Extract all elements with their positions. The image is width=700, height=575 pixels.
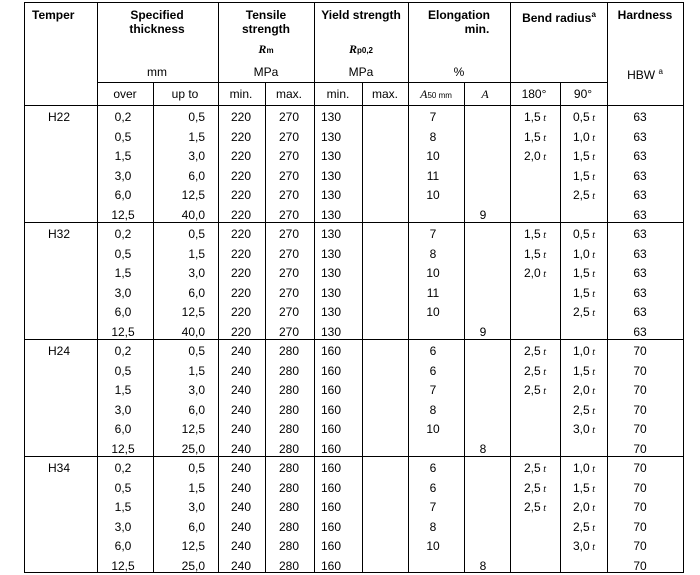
cell-b180: 1,5 t	[524, 227, 546, 241]
header-tensile-line1: Tensile	[245, 8, 287, 22]
cell-ymin: 130	[321, 227, 342, 241]
cell-upto: 3,0	[188, 500, 205, 514]
cell-tmin: 220	[230, 227, 252, 241]
cell-over: 6,0	[114, 539, 132, 553]
header-specified-line1: Specified	[130, 8, 184, 22]
cell-over: 0,2	[114, 461, 132, 475]
cell-a50: 10	[426, 149, 440, 163]
cell-hbw: 70	[633, 383, 647, 397]
cell-a50: 6	[429, 364, 437, 378]
cell-a50: 6	[429, 461, 437, 475]
temper-label: H22	[48, 110, 71, 124]
cell-over: 12,5	[111, 325, 135, 339]
cell-hbw: 63	[633, 227, 647, 241]
cell-hbw: 63	[633, 188, 647, 202]
header-yield: Yield strength	[321, 8, 401, 22]
cell-hbw: 63	[633, 110, 647, 124]
cell-hbw: 63	[633, 286, 647, 300]
col-tensile-min: min.	[229, 87, 253, 101]
cell-over: 0,5	[114, 364, 132, 378]
tensile-symbol: Rm	[258, 42, 274, 56]
cell-ymin: 160	[321, 364, 342, 378]
cell-tmax: 280	[278, 500, 300, 514]
cell-hbw: 63	[633, 325, 647, 339]
cell-over: 3,0	[114, 403, 132, 417]
cell-ymin: 130	[321, 169, 342, 183]
grid-line	[218, 2, 219, 573]
cell-upto: 3,0	[188, 266, 205, 280]
cell-over: 0,5	[114, 481, 132, 495]
cell-tmax: 270	[278, 188, 300, 202]
cell-a50: 6	[429, 481, 437, 495]
cell-b90: 1,0 t	[573, 130, 595, 144]
col-bend-180: 180°	[521, 87, 547, 101]
grid-line	[607, 2, 608, 573]
cell-ymin: 130	[321, 305, 342, 319]
cell-upto: 1,5	[188, 364, 205, 378]
cell-over: 6,0	[114, 305, 132, 319]
grid-line	[464, 82, 465, 573]
cell-over: 1,5	[114, 266, 132, 280]
cell-upto: 6,0	[188, 169, 205, 183]
cell-a: 8	[479, 442, 487, 456]
cell-b90: 1,5 t	[573, 149, 595, 163]
cell-hbw: 63	[633, 130, 647, 144]
cell-b90: 2,0 t	[573, 383, 595, 397]
cell-upto: 0,5	[188, 227, 205, 241]
cell-b90: 1,0 t	[573, 247, 595, 261]
cell-tmax: 270	[278, 208, 300, 222]
grid-line	[24, 456, 684, 457]
cell-tmin: 240	[230, 481, 252, 495]
cell-upto: 12,5	[181, 539, 205, 553]
cell-ymin: 160	[321, 442, 342, 456]
cell-hbw: 70	[633, 364, 647, 378]
cell-upto: 3,0	[188, 149, 205, 163]
cell-b90: 1,5 t	[573, 481, 595, 495]
cell-b180: 2,5 t	[524, 461, 546, 475]
yield-symbol: Rp0,2	[348, 42, 374, 56]
cell-tmax: 270	[278, 227, 300, 241]
cell-b90: 1,5 t	[573, 364, 595, 378]
cell-tmin: 220	[230, 169, 252, 183]
cell-ymin: 130	[321, 130, 342, 144]
grid-line	[97, 2, 98, 573]
cell-tmax: 280	[278, 344, 300, 358]
cell-b180: 2,0 t	[524, 149, 546, 163]
cell-tmin: 220	[230, 188, 252, 202]
temper-label: H32	[48, 227, 71, 241]
cell-tmax: 270	[278, 305, 300, 319]
cell-b180: 1,5 t	[524, 247, 546, 261]
cell-tmax: 280	[278, 539, 300, 553]
cell-b90: 3,0 t	[573, 539, 595, 553]
cell-hbw: 63	[633, 169, 647, 183]
cell-over: 1,5	[114, 383, 132, 397]
cell-tmin: 240	[230, 442, 252, 456]
cell-a50: 10	[426, 539, 440, 553]
cell-tmin: 240	[230, 461, 252, 475]
header-elongation-line2: min.	[464, 22, 490, 36]
cell-tmax: 270	[278, 247, 300, 261]
col-a: A	[481, 87, 489, 101]
cell-hbw: 70	[633, 422, 647, 436]
cell-upto: 25,0	[181, 559, 205, 573]
cell-a50: 7	[429, 500, 437, 514]
grid-line	[24, 2, 25, 573]
cell-b90: 1,5 t	[573, 286, 595, 300]
cell-tmin: 240	[230, 403, 252, 417]
cell-tmax: 270	[278, 110, 300, 124]
col-over: over	[113, 87, 137, 101]
cell-tmax: 280	[278, 461, 300, 475]
cell-upto: 6,0	[188, 403, 205, 417]
cell-over: 0,2	[114, 227, 132, 241]
cell-b180: 2,5 t	[524, 364, 546, 378]
cell-tmax: 280	[278, 481, 300, 495]
cell-over: 12,5	[111, 559, 135, 573]
cell-b90: 2,0 t	[573, 500, 595, 514]
col-yield-max: max.	[371, 87, 399, 101]
cell-tmax: 280	[278, 520, 300, 534]
cell-hbw: 70	[633, 344, 647, 358]
cell-b90: 1,0 t	[573, 344, 595, 358]
grid-line	[97, 82, 607, 83]
cell-ymin: 160	[321, 403, 342, 417]
cell-a50: 7	[429, 110, 437, 124]
cell-hbw: 70	[633, 500, 647, 514]
cell-hbw: 70	[633, 481, 647, 495]
cell-b180: 2,5 t	[524, 344, 546, 358]
cell-ymin: 160	[321, 344, 342, 358]
cell-over: 3,0	[114, 169, 132, 183]
col-yield-min: min.	[326, 87, 350, 101]
cell-b90: 0,5 t	[573, 110, 595, 124]
cell-tmin: 240	[230, 422, 252, 436]
cell-hbw: 63	[633, 305, 647, 319]
temper-label: H24	[48, 344, 71, 358]
col-bend-90: 90°	[573, 87, 593, 101]
cell-b90: 1,5 t	[573, 169, 595, 183]
cell-upto: 6,0	[188, 520, 205, 534]
cell-a50: 11	[426, 286, 440, 300]
cell-over: 1,5	[114, 149, 132, 163]
cell-upto: 1,5	[188, 130, 205, 144]
cell-a: 9	[479, 208, 487, 222]
cell-upto: 1,5	[188, 481, 205, 495]
cell-tmin: 240	[230, 364, 252, 378]
cell-b90: 0,5 t	[573, 227, 595, 241]
unit-mpa-yield: MPa	[348, 65, 374, 79]
unit-mm: mm	[147, 65, 167, 79]
cell-tmax: 270	[278, 325, 300, 339]
cell-upto: 3,0	[188, 383, 205, 397]
grid-line	[24, 339, 684, 340]
cell-tmin: 220	[230, 305, 252, 319]
cell-b90: 1,0 t	[573, 461, 595, 475]
col-up-to: up to	[171, 87, 199, 101]
cell-a50: 6	[429, 344, 437, 358]
cell-upto: 6,0	[188, 286, 205, 300]
cell-tmax: 280	[278, 364, 300, 378]
cell-ymin: 130	[321, 286, 342, 300]
cell-hbw: 70	[633, 461, 647, 475]
cell-tmax: 270	[278, 169, 300, 183]
cell-over: 1,5	[114, 500, 132, 514]
grid-line	[510, 2, 511, 573]
cell-upto: 0,5	[188, 110, 205, 124]
cell-ymin: 130	[321, 149, 342, 163]
cell-hbw: 63	[633, 266, 647, 280]
grid-line	[24, 2, 684, 3]
grid-line	[362, 82, 363, 573]
cell-hbw: 70	[633, 403, 647, 417]
grid-line	[408, 2, 409, 573]
header-elongation-line1: Elongation	[428, 8, 490, 22]
cell-over: 3,0	[114, 286, 132, 300]
cell-ymin: 160	[321, 559, 342, 573]
cell-tmin: 220	[230, 149, 252, 163]
cell-a50: 8	[429, 247, 437, 261]
cell-tmax: 270	[278, 149, 300, 163]
grid-line	[24, 105, 684, 106]
cell-hbw: 70	[633, 520, 647, 534]
cell-tmin: 240	[230, 383, 252, 397]
cell-tmin: 240	[230, 500, 252, 514]
cell-b180: 2,5 t	[524, 500, 546, 514]
cell-tmin: 220	[230, 110, 252, 124]
cell-b90: 3,0 t	[573, 422, 595, 436]
cell-upto: 12,5	[181, 188, 205, 202]
cell-upto: 12,5	[181, 422, 205, 436]
cell-a50: 8	[429, 520, 437, 534]
cell-tmin: 240	[230, 520, 252, 534]
cell-upto: 0,5	[188, 461, 205, 475]
cell-a: 8	[479, 559, 487, 573]
cell-a50: 7	[429, 227, 437, 241]
grid-line	[683, 2, 684, 573]
cell-a50: 11	[426, 169, 440, 183]
unit-mpa-tensile: MPa	[253, 65, 279, 79]
cell-upto: 40,0	[181, 325, 205, 339]
cell-upto: 0,5	[188, 344, 205, 358]
cell-ymin: 130	[321, 208, 342, 222]
cell-upto: 1,5	[188, 247, 205, 261]
cell-tmax: 280	[278, 383, 300, 397]
cell-over: 12,5	[111, 442, 135, 456]
cell-over: 6,0	[114, 188, 132, 202]
grid-line	[265, 82, 266, 573]
cell-tmin: 220	[230, 266, 252, 280]
cell-a50: 8	[429, 130, 437, 144]
cell-tmax: 270	[278, 286, 300, 300]
cell-tmax: 280	[278, 442, 300, 456]
cell-over: 0,5	[114, 130, 132, 144]
cell-ymin: 160	[321, 481, 342, 495]
cell-over: 0,5	[114, 247, 132, 261]
cell-ymin: 160	[321, 500, 342, 514]
cell-b180: 2,5 t	[524, 481, 546, 495]
cell-ymin: 160	[321, 520, 342, 534]
cell-a50: 8	[429, 403, 437, 417]
cell-upto: 12,5	[181, 305, 205, 319]
cell-ymin: 160	[321, 422, 342, 436]
cell-hbw: 63	[633, 208, 647, 222]
grid-line	[24, 222, 684, 223]
cell-b180: 1,5 t	[524, 130, 546, 144]
header-tensile-line2: strength	[242, 22, 290, 36]
cell-tmin: 240	[230, 559, 252, 573]
cell-b180: 2,5 t	[524, 383, 546, 397]
cell-hbw: 70	[633, 539, 647, 553]
cell-ymin: 130	[321, 110, 342, 124]
grid-line	[560, 82, 561, 573]
cell-b180: 1,5 t	[524, 110, 546, 124]
cell-tmin: 220	[230, 286, 252, 300]
cell-tmin: 220	[230, 247, 252, 261]
cell-b90: 2,5 t	[573, 520, 595, 534]
cell-tmax: 270	[278, 130, 300, 144]
col-tensile-max: max.	[275, 87, 303, 101]
cell-hbw: 63	[633, 149, 647, 163]
cell-tmin: 240	[230, 539, 252, 553]
cell-over: 6,0	[114, 422, 132, 436]
cell-tmin: 220	[230, 325, 252, 339]
cell-b180: 2,0 t	[524, 266, 546, 280]
cell-a50: 7	[429, 383, 437, 397]
cell-b90: 2,5 t	[573, 188, 595, 202]
cell-ymin: 160	[321, 461, 342, 475]
cell-ymin: 160	[321, 539, 342, 553]
cell-ymin: 130	[321, 266, 342, 280]
cell-tmax: 280	[278, 422, 300, 436]
cell-hbw: 70	[633, 559, 647, 573]
cell-ymin: 130	[321, 188, 342, 202]
cell-tmax: 280	[278, 403, 300, 417]
cell-b90: 2,5 t	[573, 403, 595, 417]
cell-upto: 40,0	[181, 208, 205, 222]
temper-label: H34	[48, 461, 71, 475]
cell-a50: 10	[426, 422, 440, 436]
header-temper: Temper	[32, 8, 75, 22]
cell-tmin: 220	[230, 208, 252, 222]
grid-line	[153, 82, 154, 573]
cell-over: 3,0	[114, 520, 132, 534]
header-specified-line2: thickness	[129, 22, 185, 36]
cell-a50: 10	[426, 188, 440, 202]
unit-percent: %	[453, 65, 465, 79]
properties-table	[24, 2, 684, 573]
cell-a50: 10	[426, 305, 440, 319]
grid-line	[314, 2, 315, 573]
cell-b90: 2,5 t	[573, 305, 595, 319]
unit-hbw: HBW $^a$	[627, 67, 663, 82]
cell-hbw: 63	[633, 247, 647, 261]
cell-over: 0,2	[114, 344, 132, 358]
cell-tmax: 280	[278, 559, 300, 573]
cell-b90: 1,5 t	[573, 266, 595, 280]
cell-tmax: 270	[278, 266, 300, 280]
cell-a50: 10	[426, 266, 440, 280]
cell-tmin: 220	[230, 130, 252, 144]
col-a50mm: A50 mm	[420, 87, 452, 101]
cell-ymin: 130	[321, 247, 342, 261]
header-hardness: Hardness	[617, 8, 673, 22]
cell-upto: 25,0	[181, 442, 205, 456]
cell-hbw: 70	[633, 442, 647, 456]
cell-a: 9	[479, 325, 487, 339]
header-bend-radius: Bend radius$^a$	[522, 10, 596, 25]
cell-over: 0,2	[114, 110, 132, 124]
cell-ymin: 160	[321, 383, 342, 397]
cell-over: 12,5	[111, 208, 135, 222]
cell-tmin: 240	[230, 344, 252, 358]
cell-ymin: 130	[321, 325, 342, 339]
